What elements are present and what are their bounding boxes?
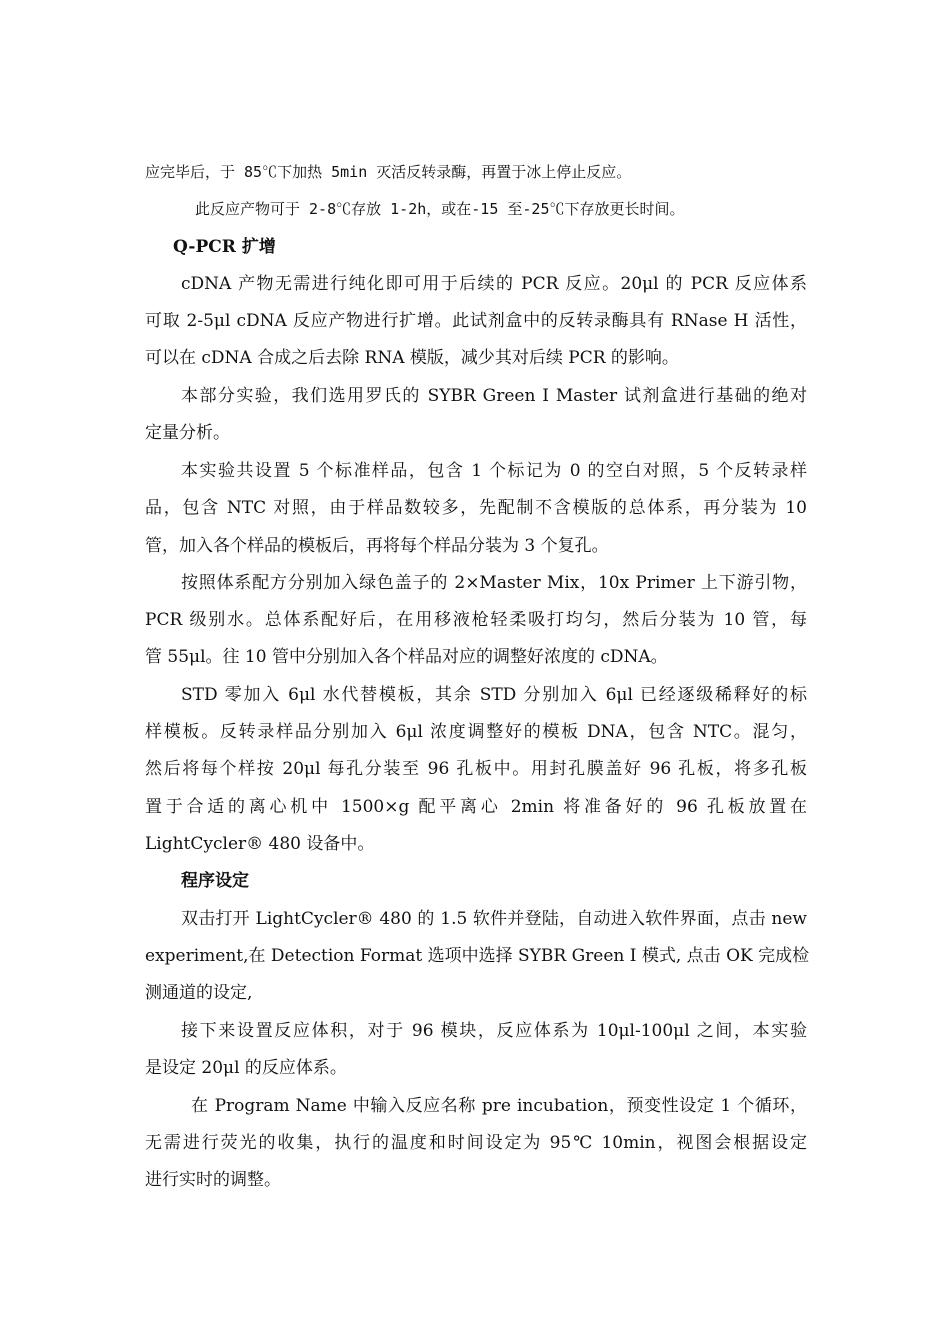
text-line: 可取 2-5μl cDNA 反应产物进行扩增。此试剂盒中的反转录酶具有 RNase H 活性， <box>145 311 807 331</box>
text-line: 样模板。反转录样品分别加入 6μl 浓度调整好的模板 DNA，包含 NTC。混匀， <box>145 722 807 742</box>
text-line: cDNA 产物无需进行纯化即可用于后续的 PCR 反应。20μl 的 PCR 反应体系 <box>181 274 807 294</box>
text-line: 测通道的设定, <box>145 983 253 1003</box>
text-line: 管，加入各个样品的模板后，再将每个样品分装为 3 个复孔。 <box>145 536 609 556</box>
text-line: 然后将每个样按 20μl 每孔分装至 96 孔板中。用封孔膜盖好 96 孔板，将多孔板 <box>145 759 807 779</box>
text-line: 在 Program Name 中输入反应名称 pre incubation，预变性设定 1 个循环， <box>191 1096 807 1116</box>
text-line: 置于合适的离心机中 1500×g 配平离心 2min 将准备好的 96 孔板放置在 <box>145 797 807 817</box>
section-heading: 程序设定 <box>181 871 249 891</box>
text-line: 可以在 cDNA 合成之后去除 RNA 模版，减少其对后续 PCR 的影响。 <box>145 348 679 368</box>
text-line: PCR 级别水。总体系配好后，在用移液枪轻柔吸打均匀，然后分装为 10 管，每 <box>145 610 807 630</box>
text-line: 是设定 20μl 的反应体系。 <box>145 1058 347 1078</box>
text-line: 品，包含 NTC 对照，由于样品数较多，先配制不含模版的总体系，再分装为 10 <box>145 498 807 518</box>
text-line: 接下来设置反应体积，对于 96 模块，反应体系为 10μl-100μl 之间，本实验 <box>181 1021 807 1041</box>
text-line: 定量分析。 <box>145 423 230 443</box>
text-line: experiment,在 Detection Format 选项中选择 SYBR Green I 模式, 点击 OK 完成检 <box>145 946 810 966</box>
text-line: 此反应产物可于 2-8℃存放 1-2h，或在-15 至-25℃下存放更长时间。 <box>195 200 685 218</box>
text-line: 无需进行荧光的收集，执行的温度和时间设定为 95℃ 10min，视图会根据设定 <box>145 1133 807 1153</box>
text-line: LightCycler® 480 设备中。 <box>145 834 375 854</box>
text-line: 双击打开 LightCycler® 480 的 1.5 软件并登陆，自动进入软件界面，点击 new <box>181 909 807 929</box>
text-line: 本实验共设置 5 个标准样品，包含 1 个标记为 0 的空白对照，5 个反转录样 <box>181 461 807 481</box>
text-line: 本部分实验，我们选用罗氏的 SYBR Green I Master 试剂盒进行基础的绝对 <box>181 386 807 406</box>
text-line: 管 55μl。往 10 管中分别加入各个样品对应的调整好浓度的 cDNA。 <box>145 647 668 667</box>
section-heading: Q-PCR 扩增 <box>173 237 276 257</box>
text-line: 进行实时的调整。 <box>145 1170 281 1190</box>
text-line: STD 零加入 6μl 水代替模板，其余 STD 分别加入 6μl 已经逐级稀释好的标 <box>181 685 807 705</box>
text-line: 按照体系配方分别加入绿色盖子的 2×Master Mix，10x Primer 上下游引物， <box>181 573 807 593</box>
text-line: 应完毕后，于 85℃下加热 5min 灭活反转录酶，再置于冰上停止反应。 <box>145 163 632 181</box>
